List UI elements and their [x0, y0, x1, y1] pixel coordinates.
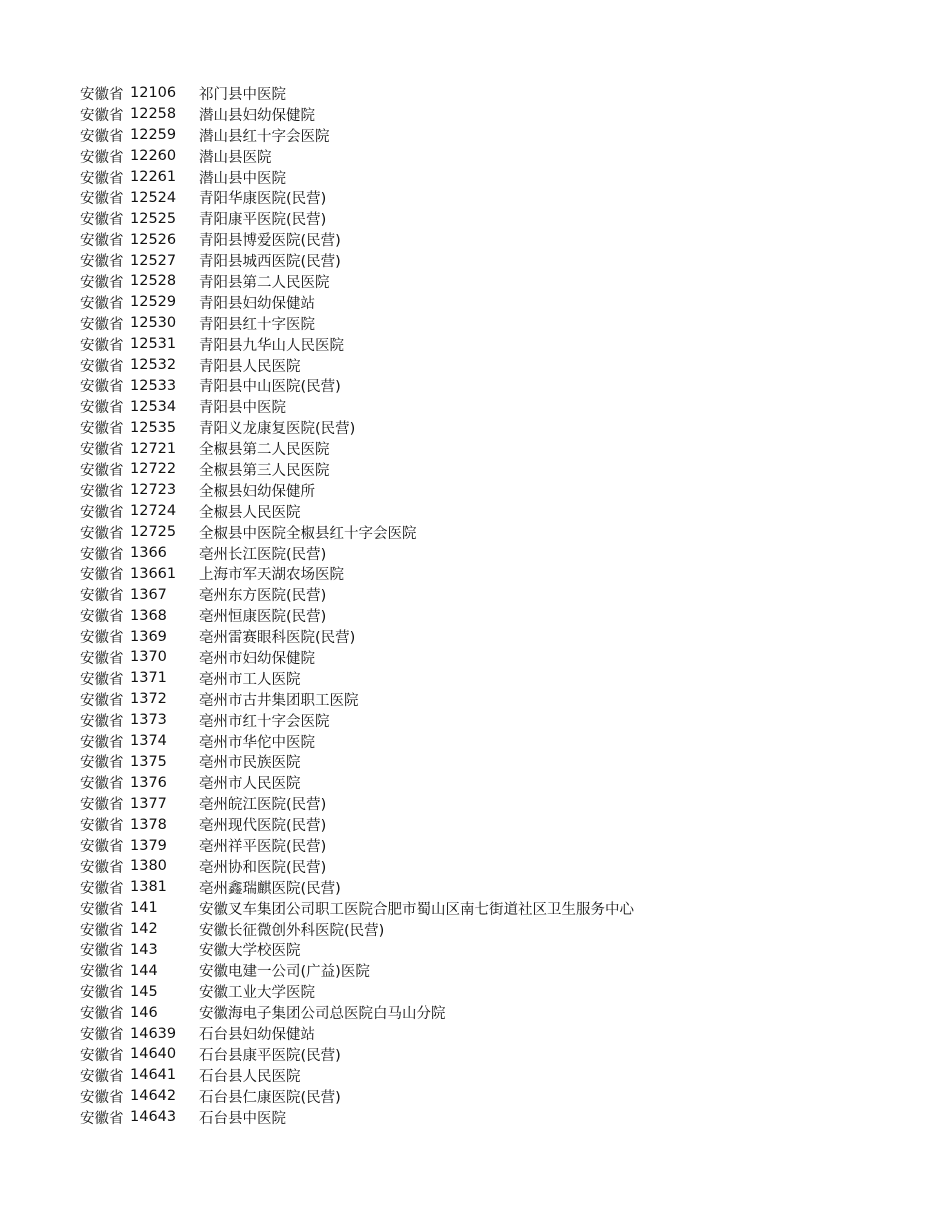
code-cell: 145 [130, 983, 158, 1000]
hospital-name-cell: 安徽长征微创外科医院(民营) [199, 922, 385, 939]
list-item [80, 647, 634, 668]
code-cell: 14641 [130, 1067, 177, 1084]
list-item [80, 1002, 634, 1023]
list-item [80, 438, 634, 459]
list-item [80, 1065, 634, 1086]
code-cell: 14639 [130, 1025, 177, 1042]
hospital-name-cell: 青阳县红十字医院 [199, 316, 315, 333]
list-item [80, 981, 634, 1002]
hospital-name-cell: 全椒县妇幼保健所 [199, 483, 315, 500]
code-cell: 1372 [130, 691, 167, 708]
province-cell: 安徽省 [80, 797, 124, 814]
list-item [80, 668, 634, 689]
hospital-name-cell: 全椒县第二人民医院 [199, 442, 330, 459]
hospital-name-cell: 亳州恒康医院(民营) [199, 609, 327, 626]
province-cell: 安徽省 [80, 630, 124, 647]
code-cell: 12721 [130, 440, 177, 457]
list-item [80, 229, 634, 250]
hospital-name-cell: 亳州市妇幼保健院 [199, 651, 315, 667]
hospital-name-cell: 青阳华康医院(民营) [199, 191, 327, 208]
province-cell: 安徽省 [80, 462, 124, 479]
hospital-name-cell: 亳州协和医院(民营) [199, 859, 327, 876]
hospital-name-cell: 亳州市红十字会医院 [199, 713, 330, 730]
hospital-name-cell: 亳州皖江医院(民营) [199, 797, 327, 814]
code-cell: 1368 [130, 607, 167, 624]
hospital-name-cell: 青阳县中医院 [199, 400, 286, 417]
province-cell: 安徽省 [80, 525, 124, 542]
province-cell: 安徽省 [80, 170, 124, 187]
list-item [80, 793, 634, 814]
hospital-name-cell: 青阳县第二人民医院 [199, 274, 330, 291]
code-cell: 12530 [130, 315, 177, 332]
hospital-list [80, 83, 634, 1128]
code-cell: 12528 [130, 273, 177, 290]
code-cell: 12526 [130, 231, 177, 248]
list-item [80, 167, 634, 188]
list-item [80, 396, 634, 417]
list-item [80, 752, 634, 773]
hospital-name-cell: 上海市军天湖农场医院 [199, 567, 344, 584]
hospital-name-cell: 青阳县城西医院(民营) [199, 254, 341, 271]
list-item [80, 83, 634, 104]
hospital-name-cell: 青阳县人民医院 [199, 358, 301, 375]
province-cell: 安徽省 [80, 671, 124, 688]
hospital-name-cell: 亳州长江医院(民营) [199, 546, 327, 563]
list-item [80, 522, 634, 543]
hospital-name-cell: 祁门县中医院 [199, 86, 286, 103]
province-cell: 安徽省 [80, 421, 124, 438]
hospital-name-cell: 潜山县医院 [199, 149, 272, 166]
code-cell: 1373 [130, 712, 167, 729]
province-cell: 安徽省 [80, 1047, 124, 1064]
list-item [80, 584, 634, 605]
province-cell: 安徽省 [80, 692, 124, 709]
code-cell: 1377 [130, 795, 167, 812]
list-item [80, 208, 634, 229]
code-cell: 141 [130, 900, 158, 917]
province-cell: 安徽省 [80, 880, 124, 897]
code-cell: 1378 [130, 816, 167, 833]
hospital-name-cell: 安徽海电子集团公司总医院白马山分院 [199, 1006, 446, 1023]
list-item [80, 1086, 634, 1107]
province-cell: 安徽省 [80, 609, 124, 626]
hospital-name-cell: 青阳县中山医院(民营) [199, 379, 341, 396]
code-cell: 12532 [130, 357, 177, 374]
list-item [80, 1044, 634, 1065]
list-item [80, 1023, 634, 1044]
list-item [80, 375, 634, 396]
hospital-name-cell: 亳州市工人医院 [199, 671, 301, 688]
hospital-name-cell: 亳州市民族医院 [199, 755, 301, 772]
list-item [80, 710, 634, 731]
code-cell: 12258 [130, 106, 177, 123]
hospital-name-cell: 青阳义龙康复医院(民营) [199, 421, 356, 438]
list-item [80, 271, 634, 292]
province-cell: 安徽省 [80, 922, 124, 939]
province-cell: 安徽省 [80, 1089, 124, 1106]
province-cell: 安徽省 [80, 901, 124, 918]
code-cell: 1375 [130, 753, 167, 770]
province-cell: 安徽省 [80, 1027, 124, 1044]
province-cell: 安徽省 [80, 567, 124, 584]
province-cell: 安徽省 [80, 442, 124, 459]
code-cell: 12724 [130, 503, 177, 520]
province-cell: 安徽省 [80, 379, 124, 396]
province-cell: 安徽省 [80, 233, 124, 250]
hospital-name-cell: 青阳县博爱医院(民营) [199, 233, 341, 250]
hospital-name-cell: 青阳县九华山人民医院 [199, 337, 344, 354]
province-cell: 安徽省 [80, 107, 124, 124]
province-cell: 安徽省 [80, 86, 124, 103]
hospital-name-cell: 青阳康平医院(民营) [199, 212, 327, 229]
list-item [80, 104, 634, 125]
code-cell: 14643 [130, 1109, 177, 1126]
hospital-name-cell: 石台县人民医院 [199, 1068, 301, 1085]
hospital-name-cell: 安徽工业大学医院 [199, 985, 315, 1002]
code-cell: 144 [130, 962, 158, 979]
hospital-name-cell: 潜山县中医院 [199, 170, 286, 187]
province-cell: 安徽省 [80, 713, 124, 730]
hospital-name-cell: 亳州雷赛眼科医院(民营) [199, 630, 356, 647]
province-cell: 安徽省 [80, 964, 124, 981]
code-cell: 12524 [130, 189, 177, 206]
list-item [80, 187, 634, 208]
code-cell: 12260 [130, 148, 177, 165]
code-cell: 12534 [130, 398, 177, 415]
hospital-name-cell: 安徽电建一公司(广益)医院 [199, 964, 370, 981]
list-item [80, 417, 634, 438]
province-cell: 安徽省 [80, 483, 124, 500]
province-cell: 安徽省 [80, 588, 124, 605]
code-cell: 1369 [130, 628, 167, 645]
list-item [80, 501, 634, 522]
code-cell: 12106 [130, 85, 177, 102]
province-cell: 安徽省 [80, 1110, 124, 1127]
province-cell: 安徽省 [80, 274, 124, 291]
code-cell: 12535 [130, 419, 177, 436]
code-cell: 12525 [130, 210, 177, 227]
province-cell: 安徽省 [80, 316, 124, 333]
code-cell: 1367 [130, 586, 167, 603]
province-cell: 安徽省 [80, 546, 124, 563]
province-cell: 安徽省 [80, 504, 124, 521]
hospital-name-cell: 潜山县妇幼保健院 [199, 107, 315, 124]
list-item [80, 146, 634, 167]
list-item [80, 940, 634, 961]
list-item [80, 250, 634, 271]
code-cell: 12722 [130, 461, 177, 478]
list-item [80, 626, 634, 647]
code-cell: 1379 [130, 837, 167, 854]
province-cell: 安徽省 [80, 1068, 124, 1085]
list-item [80, 313, 634, 334]
hospital-name-cell: 全椒县第三人民医院 [199, 462, 330, 479]
hospital-name-cell: 石台县仁康医院(民营) [199, 1089, 341, 1106]
code-cell: 142 [130, 921, 158, 938]
province-cell: 安徽省 [80, 337, 124, 354]
code-cell: 14642 [130, 1088, 177, 1105]
list-item [80, 543, 634, 564]
hospital-name-cell: 亳州市古井集团职工医院 [199, 692, 359, 709]
hospital-name-cell: 青阳县妇幼保健站 [199, 295, 315, 312]
code-cell: 143 [130, 941, 158, 958]
code-cell: 12533 [130, 377, 177, 394]
list-item [80, 877, 634, 898]
hospital-name-cell: 安徽叉车集团公司职工医院合肥市蜀山区南七街道社区卫生服务中心 [199, 901, 634, 918]
code-cell: 12527 [130, 252, 177, 269]
list-item [80, 459, 634, 480]
province-cell: 安徽省 [80, 859, 124, 876]
code-cell: 1380 [130, 858, 167, 875]
province-cell: 安徽省 [80, 755, 124, 772]
code-cell: 12725 [130, 524, 177, 541]
hospital-name-cell: 石台县中医院 [199, 1110, 286, 1127]
hospital-name-cell: 亳州市华佗中医院 [199, 734, 315, 751]
code-cell: 13661 [130, 565, 177, 582]
province-cell: 安徽省 [80, 400, 124, 417]
code-cell: 1381 [130, 879, 167, 896]
list-item [80, 835, 634, 856]
province-cell: 安徽省 [80, 358, 124, 375]
province-cell: 安徽省 [80, 191, 124, 208]
list-item [80, 480, 634, 501]
province-cell: 安徽省 [80, 985, 124, 1002]
hospital-name-cell: 石台县康平医院(民营) [199, 1047, 341, 1064]
list-item [80, 731, 634, 752]
list-item [80, 605, 634, 626]
hospital-name-cell: 安徽大学校医院 [199, 943, 301, 960]
code-cell: 146 [130, 1004, 158, 1021]
province-cell: 安徽省 [80, 295, 124, 312]
province-cell: 安徽省 [80, 776, 124, 793]
code-cell: 1370 [130, 649, 167, 666]
code-cell: 12261 [130, 169, 177, 185]
list-item [80, 772, 634, 793]
hospital-name-cell: 潜山县红十字会医院 [199, 128, 330, 145]
list-item [80, 898, 634, 919]
list-item [80, 292, 634, 313]
province-cell: 安徽省 [80, 734, 124, 751]
hospital-name-cell: 亳州现代医院(民营) [199, 818, 327, 835]
code-cell: 1366 [130, 545, 167, 562]
hospital-name-cell: 全椒县中医院全椒县红十字会医院 [199, 525, 417, 542]
hospital-name-cell: 亳州东方医院(民营) [199, 588, 327, 605]
hospital-name-cell: 全椒县人民医院 [199, 504, 301, 521]
code-cell: 12723 [130, 482, 177, 499]
province-cell: 安徽省 [80, 149, 124, 166]
province-cell: 安徽省 [80, 128, 124, 145]
list-item [80, 563, 634, 584]
hospital-name-cell: 亳州祥平医院(民营) [199, 839, 327, 856]
code-cell: 1374 [130, 733, 167, 750]
list-item [80, 814, 634, 835]
list-item [80, 334, 634, 355]
code-cell: 1376 [130, 774, 167, 791]
hospital-name-cell: 石台县妇幼保健站 [199, 1027, 315, 1044]
list-item [80, 689, 634, 710]
province-cell: 安徽省 [80, 651, 124, 667]
province-cell: 安徽省 [80, 254, 124, 271]
province-cell: 安徽省 [80, 943, 124, 960]
list-item [80, 355, 634, 376]
code-cell: 12529 [130, 294, 177, 311]
hospital-name-cell: 亳州市人民医院 [199, 776, 301, 793]
code-cell: 12531 [130, 336, 177, 353]
code-cell: 14640 [130, 1046, 177, 1063]
list-item [80, 856, 634, 877]
code-cell: 1371 [130, 670, 167, 687]
province-cell: 安徽省 [80, 1006, 124, 1023]
province-cell: 安徽省 [80, 212, 124, 229]
list-item [80, 125, 634, 146]
province-cell: 安徽省 [80, 839, 124, 856]
code-cell: 12259 [130, 127, 177, 144]
list-item [80, 919, 634, 940]
list-item [80, 1107, 634, 1128]
hospital-name-cell: 亳州鑫瑞麒医院(民营) [199, 880, 341, 897]
province-cell: 安徽省 [80, 818, 124, 835]
list-item [80, 960, 634, 981]
